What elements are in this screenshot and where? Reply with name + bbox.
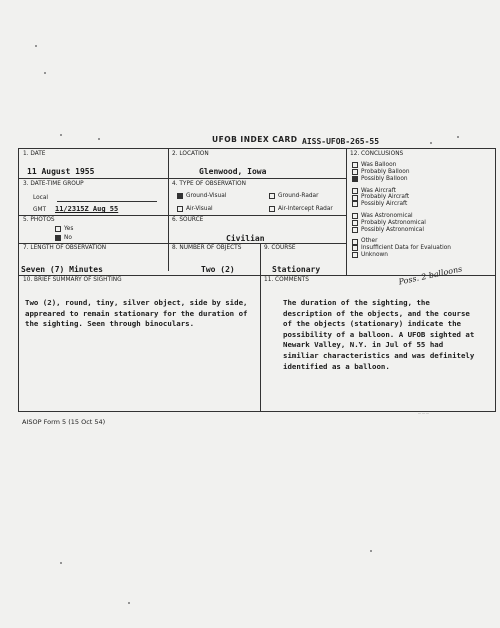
course-label: 9. COURSE xyxy=(264,245,296,251)
divider xyxy=(260,243,261,275)
checkbox xyxy=(352,245,358,251)
speck xyxy=(457,136,459,138)
conclusion-label: Was Balloon xyxy=(361,162,397,169)
checkbox xyxy=(352,239,358,245)
speck xyxy=(98,138,100,140)
conclusion-item xyxy=(352,194,494,201)
conclusion-label: Was Astronomical xyxy=(361,212,413,219)
conclusion-label: Probably Balloon xyxy=(361,168,410,175)
printer-mark: ― ― ― xyxy=(418,411,429,415)
length-label: 7. LENGTH OF OBSERVATION xyxy=(23,245,107,251)
comments-text: The duration of the sighting, the description of the objects, and the course of the objects (stationary) indicate the possibility of a balloon. A UFOB sighted at Newark Valley, N.Y. in Jul of 55 had similiar characteristics and was definitely identified as a balloon. xyxy=(283,298,475,371)
speck xyxy=(35,45,37,47)
divider xyxy=(346,149,347,275)
divider xyxy=(168,149,169,271)
conclusion-label: Insufficient Data for Evaluation xyxy=(361,245,451,252)
source-value: Civilian xyxy=(226,234,265,243)
checkbox xyxy=(352,162,358,168)
conclusion-item xyxy=(352,169,494,176)
speck xyxy=(370,550,372,552)
summary-label: 10. BRIEF SUMMARY OF SIGHTING xyxy=(23,277,122,283)
conclusion-item xyxy=(352,220,494,227)
checkbox xyxy=(352,169,358,175)
checkbox xyxy=(352,201,358,207)
form-id: AISOP Form 5 (15 Oct 54) xyxy=(22,418,106,426)
conclusion-label: Other xyxy=(361,238,378,245)
conclusion-item xyxy=(352,201,494,208)
obs-air-intercept-radar: Air-Intercept Radar xyxy=(269,206,333,213)
conclusion-label: Possibly Astronomical xyxy=(361,226,424,233)
gmt-value: 11/2315Z Aug 55 xyxy=(55,205,119,213)
conclusion-item xyxy=(352,226,494,233)
conclusion-item xyxy=(352,162,494,169)
speck xyxy=(44,72,46,74)
divider xyxy=(260,275,261,411)
checkbox xyxy=(352,227,358,233)
photos-yes: Yes xyxy=(55,226,73,233)
checkbox xyxy=(352,188,358,194)
obs-ground-visual: Ground-Visual xyxy=(177,193,226,200)
date-time-group-label: 3. DATE-TIME GROUP xyxy=(23,181,84,187)
number-of-objects-value: Two (2) xyxy=(201,265,235,274)
length-value: Seven (7) Minutes xyxy=(21,265,103,274)
conclusion-label: Possibly Aircraft xyxy=(361,201,408,208)
obs-ground-radar: Ground-Radar xyxy=(269,193,318,200)
location-label: 2. LOCATION xyxy=(172,151,209,157)
checkbox xyxy=(177,206,183,212)
conclusion-item xyxy=(352,187,494,194)
observation-type-label: 4. TYPE OF OBSERVATION xyxy=(172,181,246,187)
conclusion-label: Unknown xyxy=(361,251,388,258)
conclusion-label: Possibly Balloon xyxy=(361,175,408,182)
location-value: Glenwood, Iowa xyxy=(199,167,267,176)
number-of-objects-label: 8. NUMBER OF OBJECTS xyxy=(172,245,242,251)
checkbox xyxy=(55,226,61,232)
speck xyxy=(60,562,62,564)
speck xyxy=(128,602,130,604)
checkbox xyxy=(352,220,358,226)
divider xyxy=(19,243,346,244)
photos-no: No xyxy=(55,235,72,242)
conclusion-item xyxy=(352,213,494,220)
conclusion-item xyxy=(352,238,494,245)
card-id: AISS-UFOB-265-55 xyxy=(302,137,380,146)
photos-label: 5. PHOTOS xyxy=(23,217,55,223)
divider xyxy=(19,178,346,179)
local-underline xyxy=(57,201,157,202)
conclusion-label: Probably Astronomical xyxy=(361,219,426,226)
source-label: 6. SOURCE xyxy=(172,217,204,223)
handwritten-note: Poss. 2 balloons xyxy=(397,264,463,287)
gmt-label: GMT xyxy=(33,207,47,213)
date-value: 11 August 1955 xyxy=(27,167,95,176)
date-label: 1. DATE xyxy=(23,151,46,157)
checkbox-checked xyxy=(55,235,61,241)
summary-text: Two (2), round, tiny, silver object, side by side, appreared to remain stationary for the duration of the sighting. Seen through binoculars. xyxy=(25,298,248,329)
checkbox-checked xyxy=(352,176,358,182)
conclusion-label: Probably Aircraft xyxy=(361,194,410,201)
obs-air-visual: Air-Visual xyxy=(177,206,213,213)
conclusion-item xyxy=(352,176,494,183)
checkbox-checked xyxy=(177,193,183,199)
checkbox xyxy=(269,193,275,199)
checkbox xyxy=(352,213,358,219)
conclusion-item xyxy=(352,252,494,259)
speck xyxy=(430,142,432,144)
speck xyxy=(60,134,62,136)
checkbox xyxy=(269,206,275,212)
conclusion-label: Was Aircraft xyxy=(361,187,396,194)
checkbox xyxy=(352,195,358,201)
conclusions-label: 12. CONCLUSIONS xyxy=(350,151,404,157)
conclusions-list xyxy=(352,162,494,259)
card-title: UFOB INDEX CARD xyxy=(212,135,298,144)
divider xyxy=(19,215,346,216)
checkbox xyxy=(352,252,358,258)
local-label: Local xyxy=(33,195,49,201)
comments-label: 11. COMMENTS xyxy=(264,277,309,283)
course-value: Stationary xyxy=(272,265,321,274)
conclusion-item xyxy=(352,245,494,252)
